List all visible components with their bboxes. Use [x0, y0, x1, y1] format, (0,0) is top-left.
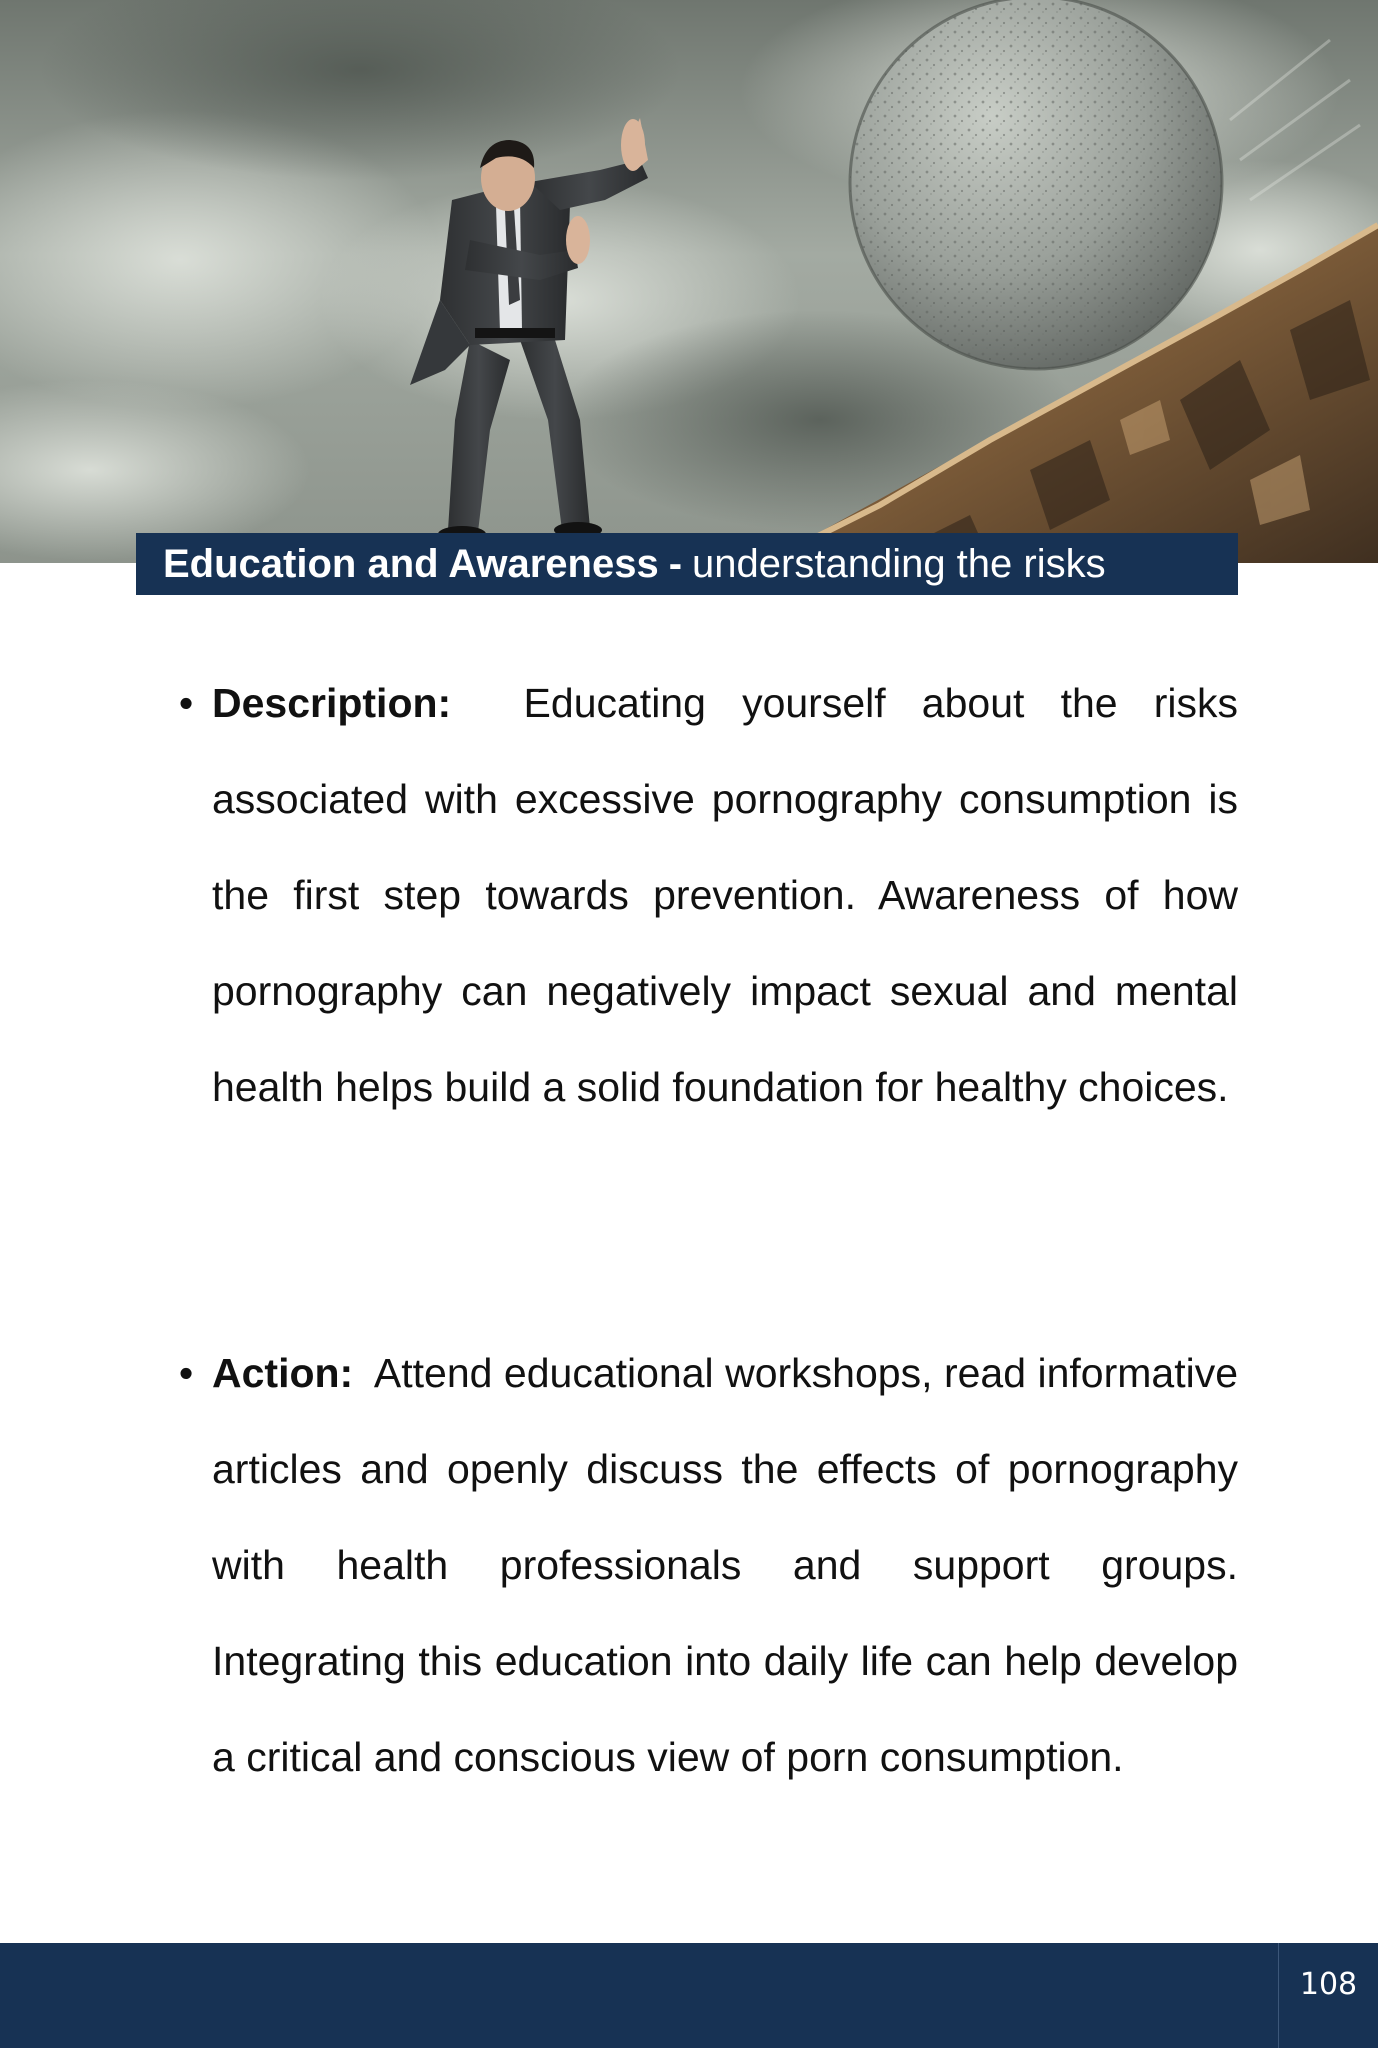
section-title-subtitle: understanding the risks — [692, 542, 1106, 586]
bullet-icon: • — [178, 1350, 194, 1396]
section-title-separator: - — [668, 542, 683, 586]
page-number: 108 — [1299, 1966, 1358, 2002]
section-title-bold: Education and Awareness — [163, 542, 659, 586]
hero-illustration — [0, 0, 1378, 565]
bullet-lead-label: Description: — [212, 680, 488, 726]
bullet-item-description — [178, 655, 1238, 1135]
bullet-text: Educating yourself about the risks associated with excessive pornography consumption is the first step towards prevention. Awareness of how pornography can negatively impact sexual and mental health helps build a solid foundation for healthy choices. — [212, 680, 1238, 1110]
bullet-item-action — [178, 1325, 1239, 1805]
bullet-icon: • — [178, 680, 194, 726]
bullet-text: Attend educational workshops, read informative articles and openly discuss the effects of pornography with health professionals and support groups. Integrating this education into daily life can help develop a critical and conscious view of porn consumption. — [212, 1350, 1239, 1780]
page-footer — [0, 1943, 1378, 2048]
section-title-banner — [136, 533, 1238, 595]
boulder-scene-image — [0, 0, 1378, 565]
bullet-lead-label: Action: — [212, 1350, 365, 1396]
